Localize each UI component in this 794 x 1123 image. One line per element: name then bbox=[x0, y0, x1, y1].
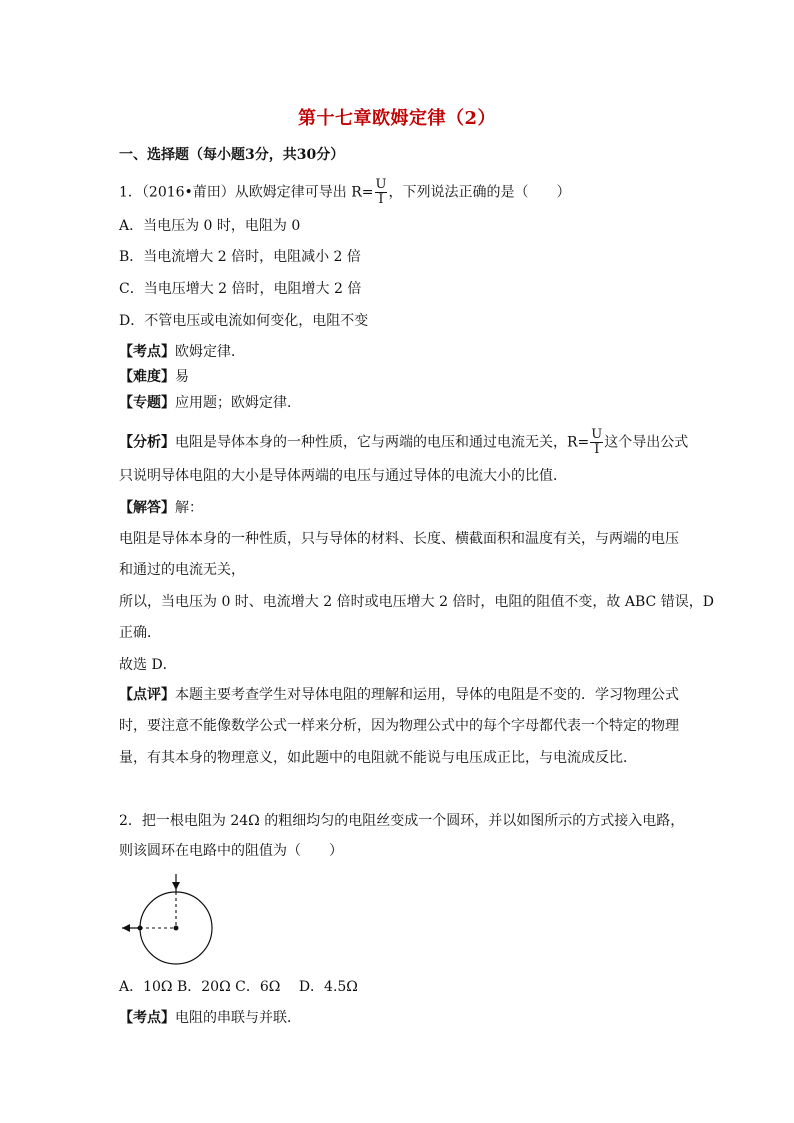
q1-fenxi bbox=[119, 428, 688, 457]
q2-stem-line1: 2．把一根电阻为 24Ω 的粗细均匀的电阻丝变成一个圆环，并以如图所示的方式接入电路， bbox=[119, 813, 685, 829]
kaodian-tag: 【考点】 bbox=[119, 344, 175, 360]
formula-denominator: I bbox=[378, 192, 384, 207]
q2-kaodian-text: 电阻的串联与并联． bbox=[175, 1010, 301, 1026]
q1-zhuanti bbox=[119, 393, 301, 413]
q1-solution-line5: 故选 D． bbox=[119, 657, 177, 673]
zhuanti-tag: 【专题】 bbox=[119, 395, 175, 411]
nandu-text: 易 bbox=[175, 369, 189, 385]
fenxi-formula bbox=[590, 428, 603, 457]
formula-numerator: U bbox=[375, 177, 387, 192]
q1-dianping-line2: 时，要注意不能像数学公式一样来分析，因为物理公式中的每个字母都代表一个特定的物理 bbox=[119, 718, 679, 734]
q1-solution-line2: 和通过的电流无关， bbox=[119, 562, 245, 578]
fenxi-formula-numerator: U bbox=[591, 427, 603, 442]
jieda-text: 解： bbox=[175, 500, 203, 516]
q2-options: A．10Ω B．20Ω C．6Ω D．4.5Ω bbox=[119, 979, 358, 995]
q1-nandu bbox=[119, 367, 189, 387]
fenxi-text-pre: 电阻是导体本身的一种性质，它与两端的电压和通过电流无关，R= bbox=[175, 434, 590, 451]
q1-option-b: B．当电流增大 2 倍时，电阻减小 2 倍 bbox=[119, 249, 361, 265]
fenxi-tag: 【分析】 bbox=[119, 434, 175, 451]
q1-stem-post: ，下列说法正确的是（ ） bbox=[388, 184, 571, 201]
q1-option-a: A．当电压为 0 时，电阻为 0 bbox=[119, 218, 301, 234]
page-title: 第十七章欧姆定律（2） bbox=[297, 108, 497, 129]
kaodian-text: 欧姆定律． bbox=[175, 344, 245, 360]
nandu-tag: 【难度】 bbox=[119, 369, 175, 385]
q1-dianping bbox=[119, 685, 679, 705]
q1-jieda bbox=[119, 498, 203, 518]
left-arrow-icon bbox=[122, 924, 130, 932]
circuit-ring-diagram bbox=[118, 868, 218, 968]
fenxi-text-post: 这个导出公式 bbox=[604, 434, 689, 451]
q2-stem-line2: 则该圆环在电路中的阻值为（ ） bbox=[119, 843, 343, 859]
q1-solution-line1: 电阻是导体本身的一种性质，只与导体的材料、长度、横截面积和温度有关，与两端的电压 bbox=[119, 531, 679, 547]
zhuanti-text: 应用题；欧姆定律． bbox=[175, 395, 301, 411]
q2-kaodian-tag: 【考点】 bbox=[119, 1010, 175, 1026]
q1-option-d: D．不管电压或电流如何变化，电阻不变 bbox=[119, 313, 369, 329]
q1-kaodian bbox=[119, 342, 245, 362]
dianping-text: 本题主要考查学生对导体电阻的理解和运用，导体的电阻是不变的．学习物理公式 bbox=[175, 687, 679, 703]
q1-fenxi-line2: 只说明导体电阻的大小是导体两端的电压与通过导体的电流大小的比值． bbox=[119, 468, 567, 484]
dianping-tag: 【点评】 bbox=[119, 687, 175, 703]
jieda-tag: 【解答】 bbox=[119, 500, 175, 516]
q1-solution-line4: 正确． bbox=[119, 625, 161, 641]
q2-kaodian bbox=[119, 1008, 301, 1028]
fenxi-formula-denominator: I bbox=[594, 442, 600, 457]
q1-solution-line3: 所以，当电压为 0 时、电流增大 2 倍时或电压增大 2 倍时，电阻的阻值不变，故 ABC 错误，D bbox=[119, 594, 714, 610]
formula-r-equals-u-over-i bbox=[375, 178, 388, 207]
q1-stem bbox=[119, 178, 570, 207]
q1-dianping-line3: 量，有其本身的物理意义，如此题中的电阻就不能说与电压成正比，与电流成反比． bbox=[119, 750, 637, 766]
q1-option-c: C．当电压增大 2 倍时，电阻增大 2 倍 bbox=[119, 281, 362, 297]
q1-stem-pre: 1．（2016•莆田）从欧姆定律可导出 R= bbox=[119, 184, 374, 201]
section-heading: 一、选择题（每小题3分，共30分） bbox=[119, 147, 345, 163]
top-arrow-icon bbox=[172, 882, 180, 890]
center-node bbox=[174, 926, 179, 931]
